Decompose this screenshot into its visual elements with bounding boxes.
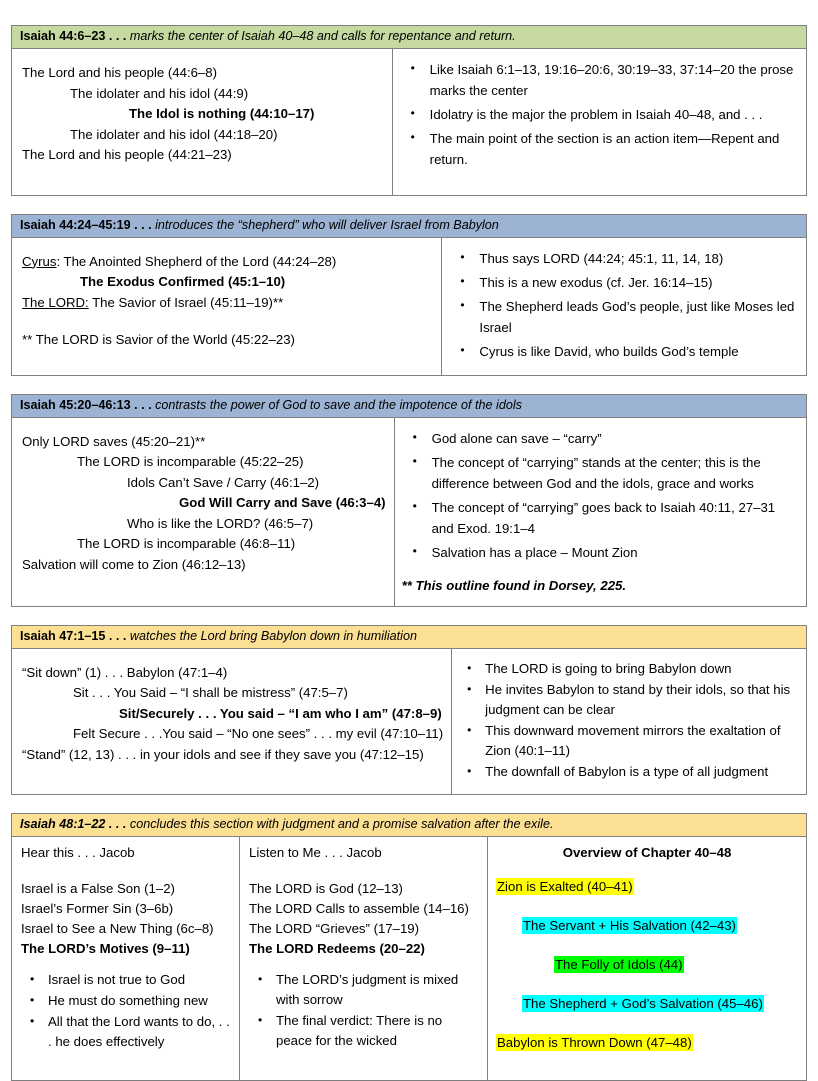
- list-item: • The concept of “carrying” goes back to Isaiah 40:11, 27–31 and Exod. 19:1–4: [401, 497, 796, 539]
- chiastic-outline: [22, 252, 433, 351]
- outline-line: “Sit down” (1) . . . Babylon (47:1–4): [22, 664, 228, 680]
- column-overview: [487, 837, 806, 1080]
- outline-line: Idols Can’t Save / Carry (46:1–2): [127, 474, 320, 490]
- overview-row: [496, 916, 798, 936]
- outline-column: [12, 649, 451, 795]
- bullet-list: [21, 970, 233, 1052]
- outline-line: The Lord and his people (44:21–23): [22, 147, 232, 162]
- outline-line: Felt Secure . . .You said – “No one sees” . . . my evil (47:10–11): [73, 726, 444, 741]
- section-isaiah-45-20-46-13: [11, 394, 807, 607]
- section-header: [12, 395, 806, 418]
- list-item: • All that the Lord wants to do, . . . he does effectively: [21, 1012, 233, 1052]
- section-header: [12, 215, 806, 238]
- bullet-list: [401, 428, 796, 563]
- outline-line: Salvation will come to Zion (46:12–13): [22, 556, 246, 572]
- list-item: • The final verdict: There is no peace for the wicked: [249, 1011, 481, 1051]
- overview-label: The Folly of Idols (44): [555, 957, 683, 972]
- column-heading: Hear this . . . Jacob: [21, 845, 135, 860]
- spacer: [21, 863, 233, 879]
- bullets-column: [394, 418, 806, 606]
- column-listen-to-me: [239, 837, 487, 1080]
- list-item: • The LORD is going to bring Babylon down: [458, 659, 796, 679]
- outline-spacer: [22, 166, 384, 183]
- chiastic-outline: [22, 663, 443, 783]
- outline-line-center: God Will Carry and Save (46:3–4): [179, 495, 386, 510]
- outline-column: [12, 49, 392, 195]
- list-item: • Thus says LORD (44:24; 45:1, 11, 14, 18): [448, 248, 796, 269]
- outline-line-center: The Idol is nothing (44:10–17): [129, 106, 315, 121]
- bullets-column: [392, 49, 806, 195]
- overview-row: [496, 994, 798, 1014]
- overview-label: Babylon is Thrown Down (47–48): [497, 1035, 692, 1050]
- outline-column: [12, 418, 394, 606]
- section-isaiah-44-24-45-19: [11, 214, 807, 376]
- section-header: [12, 814, 806, 837]
- outline-underlined-label: Cyrus: [22, 253, 57, 269]
- list-item: • He must do something new: [21, 991, 233, 1011]
- section-header-description: watches the Lord bring Babylon down in humiliation: [126, 628, 417, 643]
- chiastic-outline: [22, 63, 384, 183]
- list-item: • This is a new exodus (cf. Jer. 16:14–15): [448, 272, 796, 293]
- section-header-reference: Isaiah 48:1–22 . . .: [20, 817, 127, 831]
- list-item: • Cyrus is like David, who builds God’s temple: [448, 341, 796, 362]
- bullet-list: [399, 59, 796, 170]
- section-header-reference: Isaiah 44:24–45:19 . . .: [20, 217, 152, 232]
- column-outline: [249, 843, 481, 959]
- bullet-list: [249, 970, 481, 1051]
- outline-line: The LORD is God (12–13): [249, 881, 403, 896]
- section-body: [12, 649, 806, 795]
- list-item: • He invites Babylon to stand by their idols, so that his judgment can be clear: [458, 680, 796, 720]
- list-item: • This downward movement mirrors the exaltation of Zion (40:1–11): [458, 721, 796, 761]
- overview-label: The Shepherd + God’s Salvation (45–46): [523, 996, 763, 1011]
- outline-underlined-label: The LORD:: [22, 294, 89, 310]
- section-header: [12, 26, 806, 49]
- section-header-reference: Isaiah 44:6–23 . . .: [20, 29, 127, 43]
- bullet-list: [448, 248, 796, 362]
- section-body: [12, 238, 806, 375]
- list-item: • Israel is not true to God: [21, 970, 233, 990]
- bullets-column: [441, 238, 806, 375]
- list-item: • Like Isaiah 6:1–13, 19:16–20:6, 30:19–33, 37:14–20 the prose marks the center: [399, 59, 796, 101]
- outline-line-rest: : The Anointed Shepherd of the Lord (44:24–28): [56, 253, 337, 269]
- section-header-description: marks the center of Isaiah 40–48 and calls for repentance and return.: [126, 29, 516, 43]
- outline-line: [22, 293, 433, 314]
- outline-line-center: The Exodus Confirmed (45:1–10): [80, 274, 286, 289]
- section-header-description: contrasts the power of God to save and the impotence of the idols: [151, 397, 522, 412]
- section-body: [12, 418, 806, 606]
- outline-line-rest: The Savior of Israel (45:11–19)**: [88, 294, 284, 310]
- outline-line: Only LORD saves (45:20–21)**: [22, 433, 206, 449]
- section-header-description: concludes this section with judgment and a promise salvation after the exile.: [126, 817, 554, 831]
- section-isaiah-44-6-23: [11, 25, 807, 196]
- outline-line-center: Sit/Securely . . . You said – “I am who I am” (47:8–9): [119, 705, 442, 721]
- list-item: • The Shepherd leads God’s people, just like Moses led Israel: [448, 296, 796, 338]
- column-heading: Listen to Me . . . Jacob: [249, 845, 382, 860]
- section-isaiah-48-1-22: [11, 813, 807, 1081]
- outline-line: The idolater and his idol (44:9): [70, 85, 249, 101]
- outline-line: The LORD Redeems (20–22): [249, 941, 425, 956]
- list-item: • Idolatry is the major the problem in Isaiah 40–48, and . . .: [399, 104, 796, 125]
- outline-line: The LORD Calls to assemble (14–16): [249, 901, 469, 916]
- list-item: • The main point of the section is an action item—Repent and return.: [399, 128, 796, 170]
- outline-line: The LORD’s Motives (9–11): [21, 941, 190, 956]
- list-item: • The downfall of Babylon is a type of all judgment: [458, 762, 796, 782]
- section-body: [12, 837, 806, 1080]
- outline-line: Who is like the LORD? (46:5–7): [127, 515, 314, 531]
- outline-line: Israel to See a New Thing (6c–8): [21, 921, 214, 936]
- section-isaiah-47-1-15: [11, 625, 807, 796]
- outline-line: The LORD “Grieves” (17–19): [249, 921, 420, 936]
- section-header-reference: Isaiah 47:1–15 . . .: [20, 628, 127, 643]
- spacer: [249, 863, 481, 879]
- overview-row: [496, 955, 798, 975]
- outline-line: Israel’s Former Sin (3–6b): [21, 901, 174, 916]
- column-hear-this: [12, 837, 239, 1080]
- bullet-list: [458, 659, 796, 782]
- section-body: [12, 49, 806, 195]
- overview-title: Overview of Chapter 40–48: [562, 845, 732, 860]
- section-header-reference: Isaiah 45:20–46:13 . . .: [20, 397, 152, 412]
- source-note: ** This outline found in Dorsey, 225.: [401, 577, 627, 593]
- bullets-column: [451, 649, 806, 795]
- outline-line: [22, 252, 433, 273]
- list-item: • The LORD’s judgment is mixed with sorrow: [249, 970, 481, 1010]
- outline-footnote: ** The LORD is Savior of the World (45:22–23): [22, 332, 295, 347]
- overview-row: [496, 877, 798, 897]
- outline-line: The LORD is incomparable (45:22–25): [77, 454, 304, 469]
- outline-spacer: [22, 313, 433, 330]
- column-outline: [21, 843, 233, 959]
- outline-spacer: [22, 765, 443, 782]
- overview-label: The Servant + His Salvation (42–43): [523, 918, 736, 933]
- section-header: [12, 626, 806, 649]
- list-item: • God alone can save – “carry”: [401, 428, 796, 449]
- outline-line: Israel is a False Son (1–2): [21, 881, 175, 896]
- outline-line: The LORD is incomparable (46:8–11): [77, 536, 296, 551]
- outline-line: “Stand” (12, 13) . . . in your idols and see if they save you (47:12–15): [22, 746, 424, 762]
- list-item: • Salvation has a place – Mount Zion: [401, 542, 796, 563]
- outline-column: [12, 238, 441, 375]
- overview-row: [496, 1033, 798, 1053]
- list-item: • The concept of “carrying” stands at the center; this is the difference between God and the idols, grace and works: [401, 452, 796, 494]
- outline-line: Sit . . . You Said – “I shall be mistress” (47:5–7): [73, 685, 348, 700]
- section-header-description: introduces the “shepherd” who will deliver Israel from Babylon: [151, 217, 499, 232]
- outline-line: The idolater and his idol (44:18–20): [70, 126, 278, 142]
- overview-label: Zion is Exalted (40–41): [497, 879, 633, 894]
- chiastic-outline: [22, 432, 386, 576]
- outline-line: The Lord and his people (44:6–8): [22, 65, 218, 80]
